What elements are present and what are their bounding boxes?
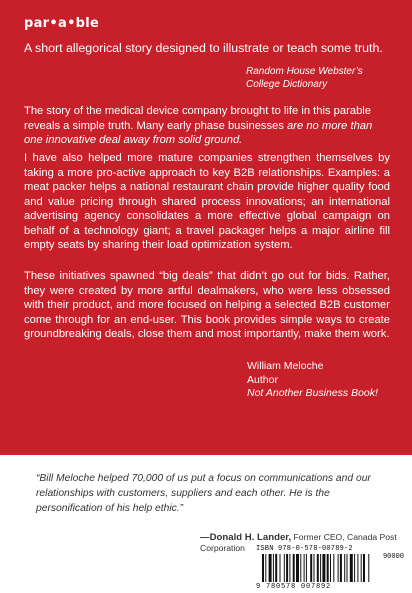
dictionary-source <box>246 66 406 91</box>
testimonial-quote: “Bill Meloche helped 70,000 of us put a focus on communications and our relationships with customers, suppliers and each other. He is the personification of his help ethic.” <box>36 473 371 514</box>
attribution-title: Former CEO, Canada Post Corporation <box>200 532 397 553</box>
white-panel <box>0 455 412 593</box>
source-line-1: Random House Webster’s <box>246 66 363 77</box>
examples-paragraph: I have also helped more mature companies strengthen themselves by taking a more pro-active approach to key B2B relationships. Examples: a meat packer helps a national restaurant chain provide higher quality food and value pricing through shared process innovations; an international advertising agency consolidates a more effective global campaign on behalf of a technology giant; a travel packager helps a major airline fill empty seats by sharing their load optimization system. <box>24 152 390 251</box>
isbn-number: ISBN 978-0-578-00789-2 <box>256 545 353 553</box>
book-title: Not Another Business Book! <box>247 387 378 399</box>
parable-heading: par•a•ble <box>24 16 100 31</box>
barcode-bars-icon <box>262 554 402 582</box>
big-deals-paragraph: These initiatives spawned “big deals” that didn’t go out for bids. Rather, they were created by more artful dealmakers, who were less obsessed with their product, and more focused on helping a selected B2B customer come through for an end-user. This book provides simple ways to create groundbreaking deals, close them and most importantly, make them work. <box>24 270 390 340</box>
intro-paragraph <box>24 104 390 148</box>
price-code: 90000 <box>382 553 404 561</box>
author-signature <box>247 360 407 401</box>
attribution-name: —Donald H. Lander, <box>200 532 292 543</box>
author-role: Author <box>247 373 278 386</box>
ean-number: 9 780578 007892 <box>256 583 332 591</box>
intro-emphasis: are no more than one innovative deal away from solid ground. <box>24 119 373 146</box>
intro-text: The story of the medical device company brought to life in this parable reveals a simple truth. Many early phase businesses <box>24 105 371 132</box>
source-line-2: College Dictionary <box>246 78 328 90</box>
author-name: William Meloche <box>247 360 324 372</box>
parable-definition: A short allegorical story designed to illustrate or teach some truth. <box>24 41 383 55</box>
isbn-barcode <box>254 545 404 591</box>
